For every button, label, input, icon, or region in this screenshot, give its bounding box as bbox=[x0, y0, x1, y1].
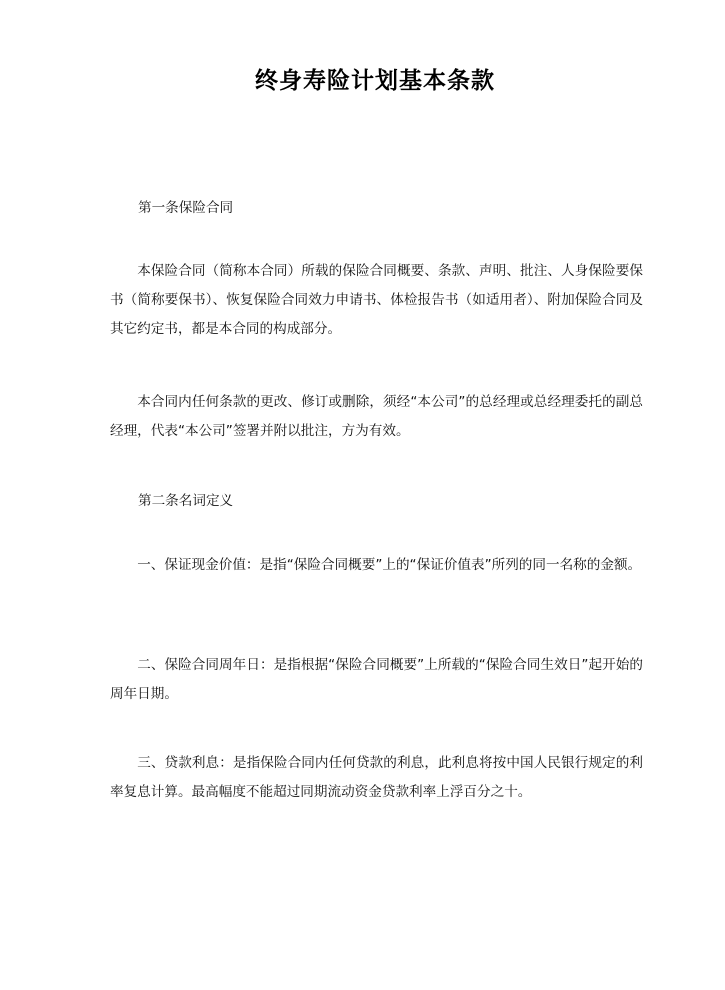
document-title: 终身寿险计划基本条款 bbox=[255, 68, 495, 94]
section-heading-2: 第二条名词定义 bbox=[138, 493, 234, 509]
paragraph-contract-components: 本保险合同（简称本合同）所载的保险合同概要、条款、声明、批注、人身保险要保书（简称要保书）、恢复保险合同效力申请书、体检报告书（如适用者）、附加保险合同及其它约定书，都是本合同的构成部分。 bbox=[110, 263, 643, 337]
paragraph-definition-loan-interest: 三、贷款利息：是指保险合同内任何贷款的利息，此利息将按中国人民银行规定的利率复息计算。最高幅度不能超过同期流动资金贷款利率上浮百分之十。 bbox=[110, 755, 643, 800]
paragraph-definition-anniversary: 二、保险合同周年日：是指根据“保险合同概要”上所载的“保险合同生效日”起开始的周年日期。 bbox=[110, 657, 643, 702]
paragraph-amendment-rule: 本合同内任何条款的更改、修订或删除，须经“本公司”的总经理或总经理委托的副总经理，代表“本公司”签署并附以批注，方为有效。 bbox=[110, 394, 643, 439]
paragraph-definition-cash-value: 一、保证现金价值：是指“保险合同概要”上的“保证价值表”所列的同一名称的金额。 bbox=[137, 557, 642, 573]
section-heading-1: 第一条保险合同 bbox=[138, 200, 234, 216]
